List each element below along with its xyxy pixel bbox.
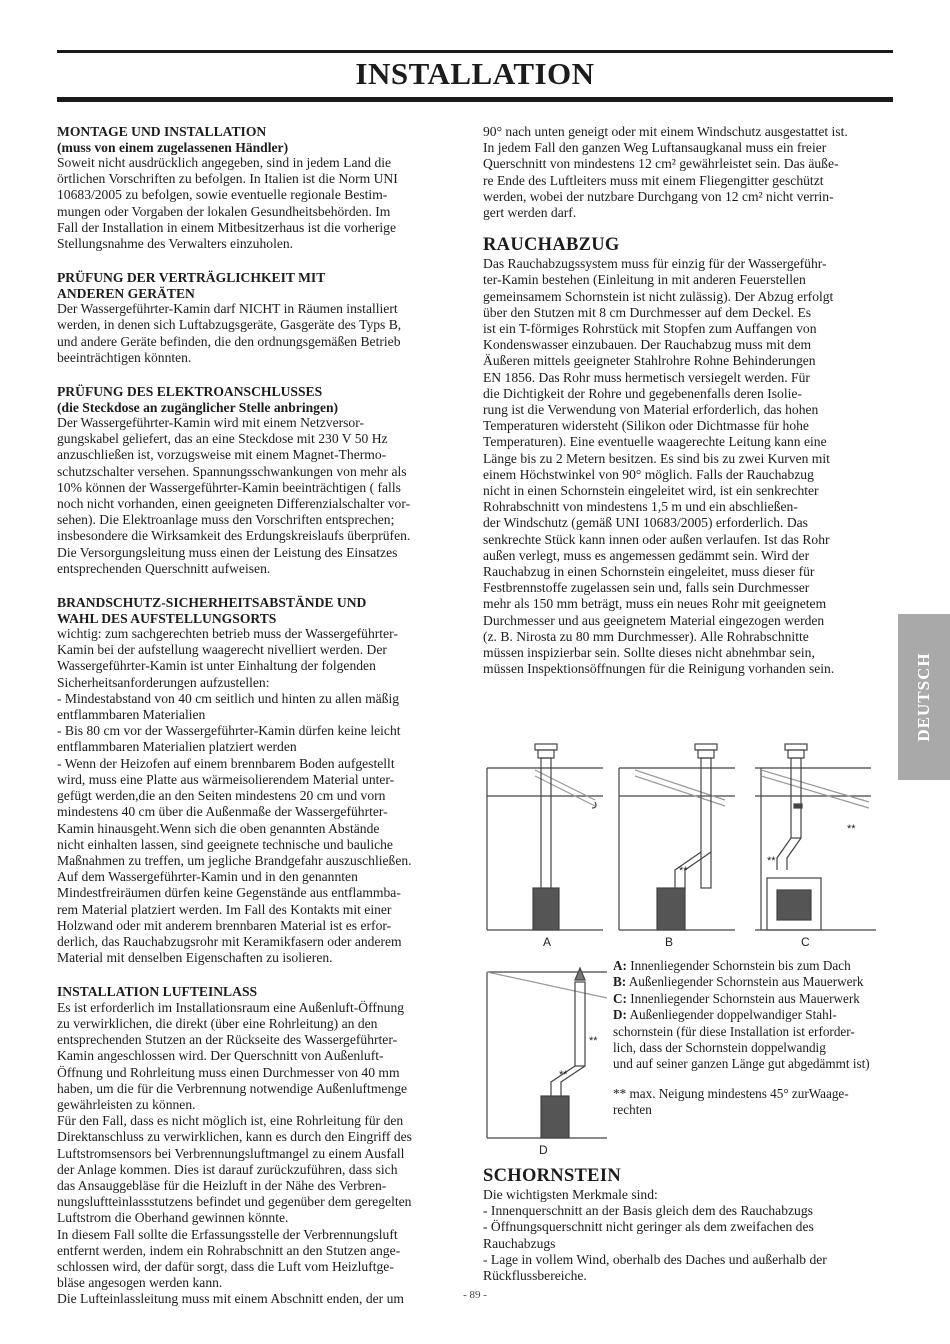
section-title-elektro: PRÜFUNG DES ELEKTROANSCHLUSSES	[57, 384, 323, 400]
section-text-schornstein: Die wichtigsten Merkmale sind: - Innenquerschnitt an der Basis gleich dem des Rauchabzugs - Öffnungsquerschnitt nicht geringer als dem zweifachen des Rauchabzugs - Lage in vollem Wind, oberhalb des Daches und außerhalb der Rückflussbereiche.	[483, 1187, 827, 1284]
left-column	[57, 124, 465, 1308]
section-title-montage: MONTAGE UND INSTALLATION	[57, 124, 267, 139]
right-column	[483, 124, 893, 678]
page-title: INSTALLATION	[355, 56, 595, 91]
section-title-schornstein: SCHORNSTEIN	[483, 1166, 621, 1186]
chimney-diagram-abc	[483, 740, 883, 952]
header-rule-bottom	[57, 97, 893, 102]
legend-item-d-cont: schornstein (für diese Installation ist erforder- lich, dass der Schornstein doppelwandig und auf seiner ganzen Länge gut abgedämmt ist)	[613, 1023, 870, 1072]
diagram-legend	[613, 958, 895, 1119]
language-tab-label: DEUTSCH	[914, 652, 933, 742]
legend-note: ** max. Neigung mindestens 45° zurWaage- rechten	[613, 1085, 849, 1118]
diagram-label-d: D	[539, 1143, 548, 1157]
section-text-vertraeglichkeit: Der Wassergeführter-Kamin darf NICHT in Räumen installiert werden, in denen sich Luftabzugsgeräte, Gasgeräte des Typs B, und andere Geräte befinden, die den ordnungsgemäßen Betrieb beeinträchtigen könnten.	[57, 301, 402, 365]
header-rule-top	[57, 50, 893, 53]
chimney-diagram-d	[483, 958, 611, 1158]
diagram-a	[487, 744, 603, 930]
section-title-rauchabzug: RAUCHABZUG	[483, 235, 620, 256]
section-schornstein	[483, 1162, 893, 1284]
language-tab	[898, 614, 950, 780]
section-text-montage: Soweit nicht ausdrücklich angegeben, sind in jedem Land die örtlichen Vorschriften zu befolgen. In Italien ist die Norm UNI 10683/2005 zu befolgen, sowie eventuelle regionale Bestim- mungen oder Vorgaben der lokalen Gesundheitsbehörden. Im Fall der Installation in einem Mitbesitzerhaus ist die vorherige Stellungsnahme des Verwalters einzuholen.	[57, 155, 398, 252]
section-text-lufteinlass-cont: 90° nach unten geneigt oder mit einem Windschutz ausgestattet ist. In jedem Fall den ganzen Weg Luftansaugkanal muss ein freier Querschnitt von mindestens 12 cm² gewährleistet sein. Das äuße- re Ende des Luftleiters muss mit einem Fliegengitter geschützt werden, wobei der nutzbare Durchgang von 12 cm² nicht verrin- gert werden darf.	[483, 124, 848, 221]
diagram-mark-c1: **	[767, 855, 776, 867]
legend-item-d: D: Außenliegender doppelwandiger Stahl-	[613, 1007, 837, 1023]
section-subtitle-montage: (muss von einem zugelassenen Händler)	[57, 139, 289, 155]
diagram-mark-d1: **	[589, 1035, 598, 1047]
diagram-mark-c2: **	[847, 823, 856, 835]
section-text-brandschutz: wichtig: zum sachgerechten betrieb muss der Wassergeführter- Kamin bei der aufstellung waagerecht nivelliert werden. Der Wassergeführter-Kamin ist unter Einhaltung der folgenden Sicherheitsanforderungen aufzustellen: - Mindestabstand von 40 cm seitlich und hinten zu allen mäßig entflammbaren Materialien - Bis 80 cm vor der Wassergeführter-Kamin dürfen keine leicht entflammbaren Materialien platziert werden - Wenn der Heizofen auf einem brennbarem Boden aufgestellt wird, muss eine Platte aus wärmeisolierendem Material unter- gefügt werden,die an den Seiten mindestens 20 cm und vorn mindestens 40 cm über die Außenmaße der Wassergeführter- Kamin hinausgeht.Wenn sich die oben genannten Abstände nicht einhalten lassen, sind geeignete technische und bauliche Maßnahmen zu treffen, um jegliche Brandgefahr auszuschließen. Auf dem Wassergeführter-Kamin und in den genannten Mindestfreiräumen dürfen keine Gegenstände aus entflammba- rem Material platziert werden. Im Fall des Kontakts mit einer Holzwand oder mit anderem brennbaren Material ist es erfor- derlich, das Rauchabzugsrohr mit Keramikfasern oder anderem Material mit denselben Eigenschaften zu isolieren.	[57, 626, 412, 966]
diagram-label-a: A	[543, 935, 552, 949]
legend-item-c: C: Innenliegender Schornstein aus Mauerwerk	[613, 990, 860, 1006]
diagram-c	[755, 744, 876, 930]
legend-item-b: B: Außenliegender Schornstein aus Mauerwerk	[613, 974, 864, 990]
section-title-vertraeglichkeit: PRÜFUNG DER VERTRÄGLICHKEIT MIT ANDEREN GERÄTEN	[57, 270, 326, 301]
section-text-lufteinlass: Es ist erforderlich im Installationsraum eine Außenluft-Öffnung zu verwirklichen, die direkt (über eine Rohrleitung) an den entsprechenden Stutzen an der Rückseite des Wassergeführter- Kamin angeschlossen wird. Der Querschnitt von Außenluft- Öffnung und Rohrleitung muss einen Durchmesser von 40 mm haben, um die für die Verbrennung notwendige Außenluftmenge gewährleisten zu können. Für den Fall, dass es nicht möglich ist, eine Rohrleitung für den Direktanschluss zu verwirklichen, kann es durch den Eingriff des Luftstromsensors bei Verbrennungsluftmangel zu einem Ausfall der Anlage kommen. Dies ist darauf zurückzuführen, dass sich das Ansauggebläse für die Heizluft in der Nähe des Verbren- nungsluftteinlassstutzens befindet und gegenüber dem geregelten Luftstrom die Oberhand gewinnen könnte. In diesem Fall sollte die Erfassungsstelle der Verbrennungsluft entfernt werden, indem ein Rohrabschnitt an den Stutzen ange- schlossen wird, der dafür sorgt, dass die Luft vom Heizluftge- bläse angesogen werden kann. Die Lufteinlassleitung muss mit einem Abschnitt enden, der um	[57, 999, 412, 1307]
section-text-elektro: Der Wassergeführter-Kamin wird mit einem Netzversor- gungskabel geliefert, das an eine Steckdose mit 230 V 50 Hz anzuschließen ist, vorzugsweise mit einem Magnet-Thermo- schutzschalter versehen. Spannungsschwankungen von mehr als 10% können der Wassergeführter-Kamin beeinträchtigen ( falls noch nicht vorhanden, einen geeigneten Differenzialschalter vor- sehen). Die Elektroanlage muss den Vorschriften entsprechen; insbesondere die Wirksamkeit des Erdungskreislaufs überprüfen. Die Versorgungsleitung muss einen der Leistung des Einsatzes entsprechenden Querschnitt aufweisen.	[57, 415, 411, 576]
page-number: - 89 -	[463, 1289, 487, 1301]
diagram-b	[619, 744, 735, 930]
diagram-label-b: B	[665, 935, 674, 949]
diagram-mark-b: **	[679, 865, 688, 877]
diagram-mark-d2: **	[559, 1069, 568, 1081]
section-title-lufteinlass: INSTALLATION LUFTEINLASS	[57, 984, 258, 1000]
section-title-brandschutz: BRANDSCHUTZ-SICHERHEITSABSTÄNDE UND WAHL DES AUFSTELLUNGSORTS	[57, 595, 367, 626]
section-subtitle-elektro: (die Steckdose an zugänglicher Stelle anbringen)	[57, 399, 339, 415]
diagram-label-c: C	[801, 935, 810, 949]
section-text-rauchabzug: Das Rauchabzugssystem muss für einzig für der Wassergeführ- ter-Kamin bestehen (Einleitung in mit anderen Feuerstellen gemeinsamem Schornstein ist nicht zulässig). Der Abzug erfolgt über den Stutzen mit 8 cm Durchmesser auf dem Deckel. Es ist ein T-förmiges Rohrstück mit Stopfen zum Auffangen von Kondenswasser einzubauen. Der Rauchabzug muss mit dem Äußeren mittels geeigneter Stahlrohre Rohne Behinderungen EN 1856. Das Rohr muss hermetisch versiegelt werden. Für die Dichtigkeit der Rohre und gegebenenfalls deren Isolie- rung ist die Verwendung von Material erforderlich, das hohen Temperaturen widersteht (Silikon oder Dichtmasse für hohe Temperaturen). Eine eventuelle waagerechte Leitung kann eine Länge bis zu 2 Metern besitzen. Es sind bis zu zwei Kurven mit einem Höchstwinkel von 90° möglich. Falls der Rauchabzug nicht in einen Schornstein eingeleitet wird, ist ein senkrechter Rohrabschnitt von mindestens 1,5 m und ein abschließen- der Windschutz (gemäß UNI 10683/2005) erforderlich. Das senkrechte Stück kann innen oder außen verlaufen. Ist das Rohr außen verlegt, muss es angemessen gedämmt sein. Wird der Rauchabzug in einen Schornstein eingeleitet, muss dieser für Festbrennstoffe zugelassen sein und, falls sein Durchmesser mehr als 150 mm beträgt, muss ein neues Rohr mit geeignetem Durchmesser und aus geeignetem Material eingezogen werden (z. B. Nirosta zu 80 mm Durchmesser). Alle Rohrabschnitte müssen inspizierbar sein. Sollte dieses nicht abnehmbar sein, müssen Inspektionsöffnungen für die Reinigung vorhanden sein.	[483, 256, 835, 677]
legend-item-a: A: Innenliegender Schornstein bis zum Dach	[613, 958, 851, 973]
